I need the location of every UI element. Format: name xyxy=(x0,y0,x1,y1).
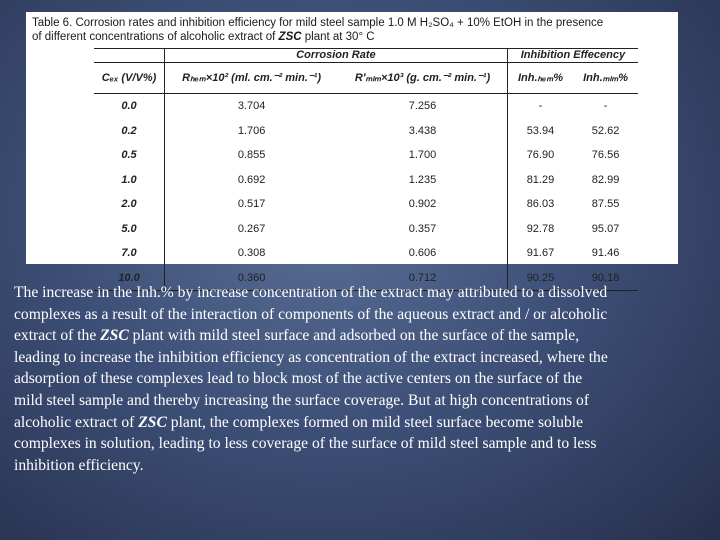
group-header-corrosion-rate: Corrosion Rate xyxy=(165,49,508,63)
paragraph-line: adsorption of these complexes lead to block most of the active centers on the surface of the xyxy=(14,370,583,388)
col-header-concentration: Cₑₓ (V/V%) xyxy=(94,63,165,94)
table-cell: 1.706 xyxy=(237,124,266,137)
table-cell: 0.360 xyxy=(165,266,339,291)
paragraph-line xyxy=(14,325,706,347)
table-row xyxy=(94,168,638,193)
table-cell: 95.07 xyxy=(591,222,620,235)
paragraph-text: alcoholic extract of xyxy=(14,413,139,431)
table-cell: 0.0 xyxy=(94,94,165,119)
table-cell: 1.700 xyxy=(338,143,507,168)
table-cell: 5.0 xyxy=(94,217,165,242)
paragraph-line: leading to increase the inhibition efficiency as concentration of the extract increased, where the xyxy=(14,348,608,366)
col-header-inh-mlm: Inh.ₘₗₘ% xyxy=(573,63,638,94)
table-cell: 7.256 xyxy=(338,94,507,119)
table-cell: 0.902 xyxy=(338,192,507,217)
table-cell: 52.62 xyxy=(591,124,620,137)
paragraph-line xyxy=(14,412,706,434)
table-cell: 0.606 xyxy=(338,241,507,266)
table-cell: 0.517 xyxy=(237,198,266,211)
group-header-inhibition: Inhibition Effecency xyxy=(507,49,638,63)
table-cell: - xyxy=(538,100,543,113)
table-cell: 90.25 xyxy=(507,266,573,291)
paragraph-line: complexes as a result of the interaction of components of the aqueous extract and / or alcoholic xyxy=(14,305,608,323)
explanation-paragraph xyxy=(14,282,706,476)
col-header-rhem: Rₕₑₘ×10² (ml. cm.⁻² min.⁻¹) xyxy=(165,63,339,94)
table-cell: 2.0 xyxy=(94,192,165,217)
table-cell: 0.267 xyxy=(237,222,266,235)
paragraph-text: plant, the complexes formed on mild steel surface become soluble xyxy=(166,413,584,431)
table-cell: 1.0 xyxy=(94,168,165,193)
caption-line-2-pre: of different concentrations of alcoholic extract of xyxy=(32,31,279,43)
table-cell: 3.704 xyxy=(237,100,266,113)
table-cell: 91.67 xyxy=(526,247,555,260)
table-cell: 0.357 xyxy=(338,217,507,242)
caption-line-2-post: plant at 30° C xyxy=(301,31,375,43)
table-cell: 0.5 xyxy=(94,143,165,168)
table-cell: 7.0 xyxy=(94,241,165,266)
table-row xyxy=(94,119,638,144)
table-body xyxy=(94,94,638,291)
table-cell: 76.90 xyxy=(526,149,555,162)
table-row xyxy=(94,217,638,242)
col-header-inh-hem: Inh.ₕₑₘ% xyxy=(507,63,573,94)
table-cell: 1.235 xyxy=(338,168,507,193)
table-cell: 91.46 xyxy=(591,247,620,260)
table-figure xyxy=(26,12,678,284)
paragraph-text: extract of the xyxy=(14,327,101,345)
table-cell: 0.712 xyxy=(338,266,507,291)
table-cell: 87.55 xyxy=(591,198,620,211)
table-row xyxy=(94,143,638,168)
table-cell: 81.29 xyxy=(526,173,555,186)
zsc-emphasis: ZSC xyxy=(138,413,167,431)
paragraph-line: complexes in solution, leading to less coverage of the surface of mild steel sample and to less xyxy=(14,435,597,453)
paragraph-line: inhibition efficiency. xyxy=(14,456,144,474)
table-cell: - xyxy=(603,100,608,113)
col-header-rmlm: R′ₘₗₘ×10³ (g. cm.⁻² min.⁻¹) xyxy=(338,63,507,94)
table-cell: 92.78 xyxy=(526,222,555,235)
caption-line-1: Table 6. Corrosion rates and inhibition efficiency for mild steel sample 1.0 M H₂SO₄ + 10% EtOH in the presence xyxy=(32,17,604,29)
table-cell: 90.18 xyxy=(573,266,638,291)
caption-line-2-em: ZSC xyxy=(278,31,302,43)
table-cell: 3.438 xyxy=(338,119,507,144)
table-cell: 53.94 xyxy=(526,124,555,137)
table-row xyxy=(94,241,638,266)
paragraph-line: mild steel sample and thereby increasing the surface coverage. But at high concentrations of xyxy=(14,391,590,409)
table-cell: 0.2 xyxy=(94,119,165,144)
table-cell: 76.56 xyxy=(591,149,620,162)
paragraph-text: plant with mild steel surface and adsorbed on the surface of the sample, xyxy=(128,327,580,345)
table-cell: 0.308 xyxy=(237,247,266,260)
table-cell: 86.03 xyxy=(526,198,555,211)
zsc-emphasis: ZSC xyxy=(100,327,129,345)
table-cell: 0.855 xyxy=(237,149,266,162)
table-cell: 82.99 xyxy=(591,173,620,186)
table-row xyxy=(94,94,638,119)
table-cell: 10.0 xyxy=(94,266,165,291)
table-row xyxy=(94,192,638,217)
table-caption xyxy=(32,16,672,44)
table-cell: 0.692 xyxy=(237,173,266,186)
corrosion-table xyxy=(94,48,638,291)
paragraph-line: The increase in the Inh.% by increase concentration of the extract may attributed to a dissolved xyxy=(14,284,608,301)
